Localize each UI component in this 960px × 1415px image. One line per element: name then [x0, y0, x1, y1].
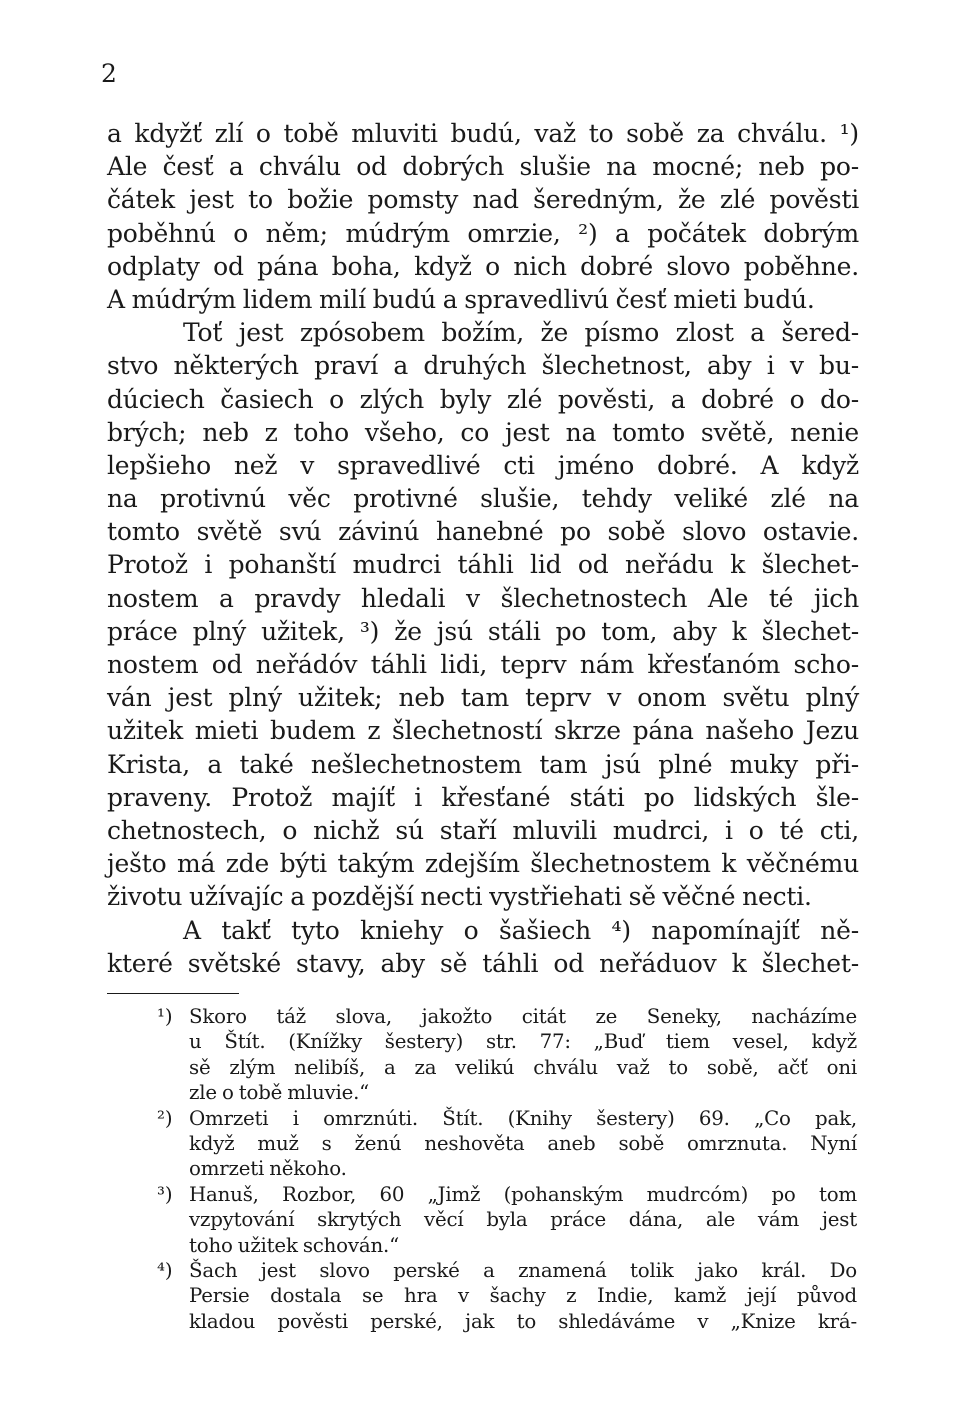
- body-line: nostem od neřádóv táhli lidi, teprv nám křesťanóm scho-: [107, 650, 859, 679]
- footnote-1: [157, 1004, 857, 1106]
- page-number: 2: [101, 59, 117, 88]
- body-line: dúciech časiech o zlých byly zlé pověsti, a dobré o do-: [107, 384, 859, 414]
- footnote-line: u Štít. (Knížky šestery) str. 77: „Buď tiem vesel, když: [189, 1030, 857, 1054]
- footnote-line: [157, 1004, 857, 1029]
- body-line: Toť jest zpósobem božím, že písmo zlost a šered-: [183, 318, 859, 348]
- footnotes: [157, 1004, 857, 1334]
- body-line: ješto má zde býti takým zdejším šlechetnostem k věčnému: [107, 849, 859, 879]
- footnote-line: vzpytování skrytých věcí byla práce dána, ale vám jest: [189, 1208, 857, 1232]
- body-line: praveny. Protož majíť i křesťané státi po lidských šle-: [107, 782, 859, 812]
- footnote-line: omrzeti někoho.: [189, 1157, 347, 1181]
- footnote-4: [157, 1258, 857, 1334]
- footnote-text: Šach jest slovo perské a znamená tolik jako král. Do: [189, 1258, 857, 1282]
- body-line: A múdrým lidem milí budú a spravedlivú česť mieti budú.: [107, 284, 815, 314]
- body-line: čátek jest to božie pomsty nad šeredným, že zlé pověsti: [107, 185, 859, 215]
- footnote-3: [157, 1182, 857, 1258]
- footnote-text: Skoro táž slova, jakožto citát ze Seneky, nacházíme: [189, 1005, 857, 1028]
- footnote-marker: ⁴): [157, 1258, 173, 1282]
- footnote-line: kladou pověsti perské, jak to shledáváme v „Knize krá-: [189, 1309, 857, 1333]
- body-line: A takť tyto kniehy o šašiech ⁴) napomínajíť ně-: [183, 915, 859, 945]
- footnote-line: Persie dostala se hra v šachy z Indie, kamž její původ: [189, 1284, 857, 1308]
- body-line: ván jest plný užitek; neb tam teprv v onom světu plný: [107, 683, 859, 713]
- body-line: na protivnú věc protivné slušie, tehdy veliké zlé na: [107, 484, 859, 514]
- body-line: Protož i pohanští mudrci táhli lid od neřádu k šlechet-: [107, 550, 859, 580]
- body-line: poběhnú o něm; múdrým omrzie, ²) a počátek dobrým: [107, 218, 859, 248]
- body-line: nostem a pravdy hledali v šlechetnostech Ale té jich: [107, 583, 859, 613]
- body-line: odplaty od pána boha, když o nich dobré slovo poběhne.: [107, 251, 859, 281]
- body-line: a kdyžť zlí o tobě mluviti budú, važ to sobě za chválu. ¹): [107, 119, 859, 148]
- footnote-2: [157, 1106, 857, 1182]
- footnote-marker: ¹): [157, 1005, 173, 1028]
- body-line: životu užívajíc a pozdější necti vystřiehati sě věčné necti.: [107, 882, 812, 912]
- footnote-line: zle o tobě mluvie.“: [189, 1081, 370, 1105]
- footnote-divider: [107, 993, 239, 994]
- footnote-line: [157, 1182, 857, 1207]
- footnote-text: Omrzeti i omrznúti. Štít. (Knihy šestery) 69. „Co pak,: [189, 1106, 857, 1130]
- body-line: brých; neb z toho všeho, co jest na tomto světě, nenie: [107, 417, 859, 447]
- body-line: práce plný užitek, ³) že jsú stáli po tom, aby k šlechet-: [107, 616, 859, 646]
- footnote-text: Hanuš, Rozbor, 60 „Jimž (pohanským mudrcóm) po tom: [189, 1182, 857, 1206]
- body-line: stvo některých praví a druhých šlechetnost, aby i v bu-: [107, 351, 859, 381]
- body-line: užitek mieti budem z šlechetností skrze pána našeho Jezu: [107, 716, 859, 746]
- footnote-line: toho užitek schován.“: [189, 1233, 400, 1257]
- body-line: chetnostech, o nichž sú staří mluvili mudrci, i o té cti,: [107, 815, 859, 845]
- body-text: [107, 117, 859, 980]
- footnote-marker: ³): [157, 1182, 173, 1206]
- body-line: tomto světě svú závinú hanebné po sobě slovo ostavie.: [107, 517, 859, 547]
- body-line: které světské stavy, aby sě táhli od neřáduov k šlechet-: [107, 948, 859, 978]
- footnote-marker: ²): [157, 1106, 173, 1130]
- body-line: lepšieho než v spravedlivé cti jméno dobré. A když: [107, 450, 859, 480]
- body-line: Ale česť a chválu od dobrých slušie na mocné; neb po-: [107, 152, 859, 182]
- footnote-line: [157, 1258, 857, 1283]
- footnote-line: sě zlým nelibíš, a za velikú chválu važ to sobě, ačť oni: [189, 1055, 857, 1079]
- footnote-line: [157, 1106, 857, 1131]
- footnote-line: když muž s ženú neshověta aneb sobě omrznuta. Nyní: [189, 1131, 857, 1155]
- body-line: Krista, a také nešlechetnostem tam jsú plné muky při-: [107, 749, 859, 779]
